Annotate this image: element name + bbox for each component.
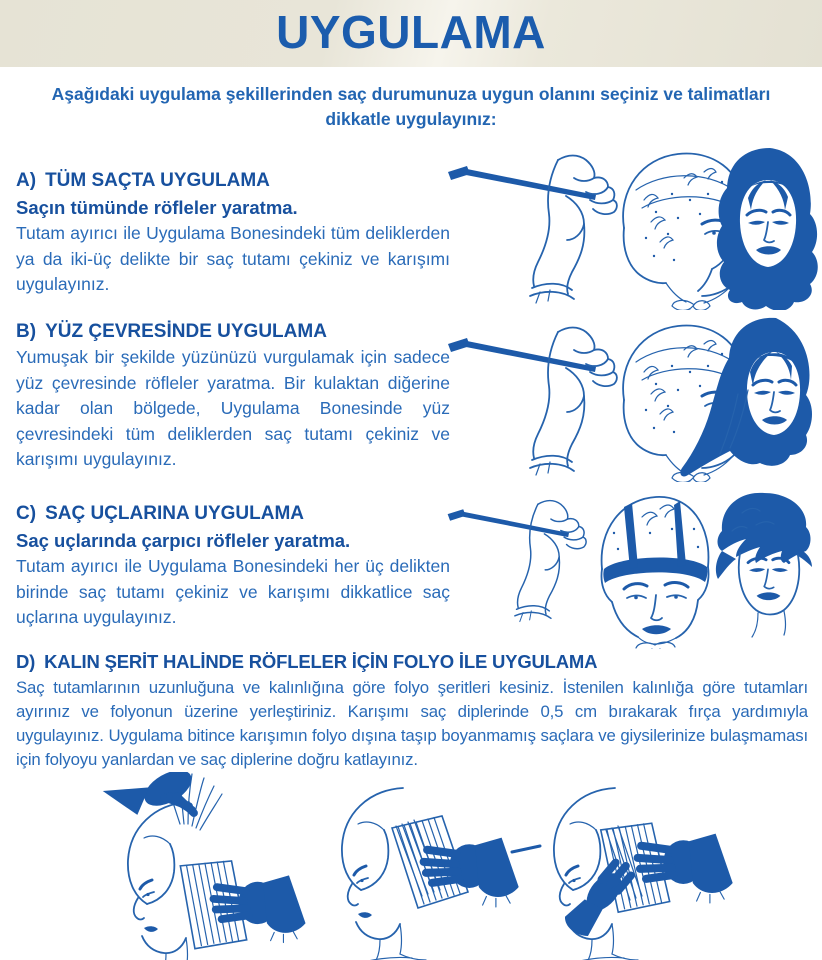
page-header — [0, 0, 822, 67]
section-d-heading — [16, 651, 812, 673]
section-b-heading — [16, 318, 450, 345]
illustration-b — [446, 310, 820, 482]
section-c — [16, 500, 450, 631]
section-b-title: YÜZ ÇEVRESİNDE UYGULAMA — [45, 321, 327, 342]
front-cap-head-icon — [601, 497, 708, 649]
section-a-lead: Saçın tümünde röfleler yaratma. — [16, 197, 298, 218]
illustration-a — [446, 142, 820, 310]
section-c-title: SAÇ UÇLARINA UYGULAMA — [45, 503, 305, 524]
cap-application-short-hair-icon — [446, 483, 820, 649]
section-b-body: Yumuşak bir şekilde yüzünüzü vurgulamak için sadece yüz çevresinde röfleler yaratma. Bir kulaktan diğerine kadar olan bölgede, Uygulama Bonesinde yüz çevresindeki tüm deliklerden saç tutamı çekiniz ve karışımı uygulayınız. — [16, 347, 450, 469]
section-b — [16, 318, 450, 473]
foil-fold-step-icon — [554, 788, 733, 960]
foil-brush-step-icon — [342, 788, 540, 960]
section-d-label: D) — [16, 651, 36, 672]
section-b-label: B) — [16, 321, 37, 342]
section-a-label: A) — [16, 170, 37, 191]
illustration-c — [446, 483, 820, 649]
section-a-heading — [16, 167, 450, 194]
section-c-body: Tutam ayırıcı ile Uygulama Bonesindeki her üç delikten birinde saç tutamı çekiniz ve karışımı dikkatlice saç uçlarına uygulayınız. — [16, 556, 450, 627]
cap-application-long-hair-icon — [446, 310, 820, 482]
short-hair-result-icon — [716, 493, 812, 637]
section-a-title: TÜM SAÇTA UYGULAMA — [45, 170, 270, 191]
section-a-body: Tutam ayırıcı ile Uygulama Bonesindeki tüm deliklerden ya da iki-üç delikte bir saç tutamı çekiniz ve karışımı uygulayınız. — [16, 223, 450, 294]
section-c-label: C) — [16, 503, 37, 524]
full-hair-result-icon — [717, 148, 818, 310]
long-hair-result-icon — [680, 318, 812, 477]
illustration-d-steps — [0, 772, 822, 960]
section-a — [16, 167, 450, 298]
page-title: UYGULAMA — [276, 6, 546, 58]
cap-application-full-hair-icon — [446, 142, 820, 310]
foil-placement-step-icon — [103, 772, 306, 960]
section-c-heading — [16, 500, 450, 527]
foil-application-steps-icon — [0, 772, 822, 960]
section-d-title: KALIN ŞERİT HALİNDE RÖFLELER İÇİN FOLYO İLE UYGULAMA — [44, 651, 598, 672]
section-d-body: Saç tutamlarının uzunluğuna ve kalınlığına göre folyo şeritleri kesiniz. İstenilen kalınlığa göre tutamları ayırınız ve folyonun üzerine yerleştiriniz. Karışımı saç diplerinde 0,5 cm bırakarak fırça yardımıyla uygulayınız. Uygulama bitince karışımın folyo dışına taşıp boyanmamış saçlara ve giysilerinize bulaşmaması için folyoyu yanlardan ve saç diplerine doğru katlayınız. — [16, 678, 808, 769]
intro-text: Aşağıdaki uygulama şekillerinden saç durumunuza uygun olanını seçiniz ve talimatları dikkatle uygulayınız: — [51, 84, 771, 129]
section-c-lead: Saç uçlarında çarpıcı röfleler yaratma. — [16, 530, 351, 551]
